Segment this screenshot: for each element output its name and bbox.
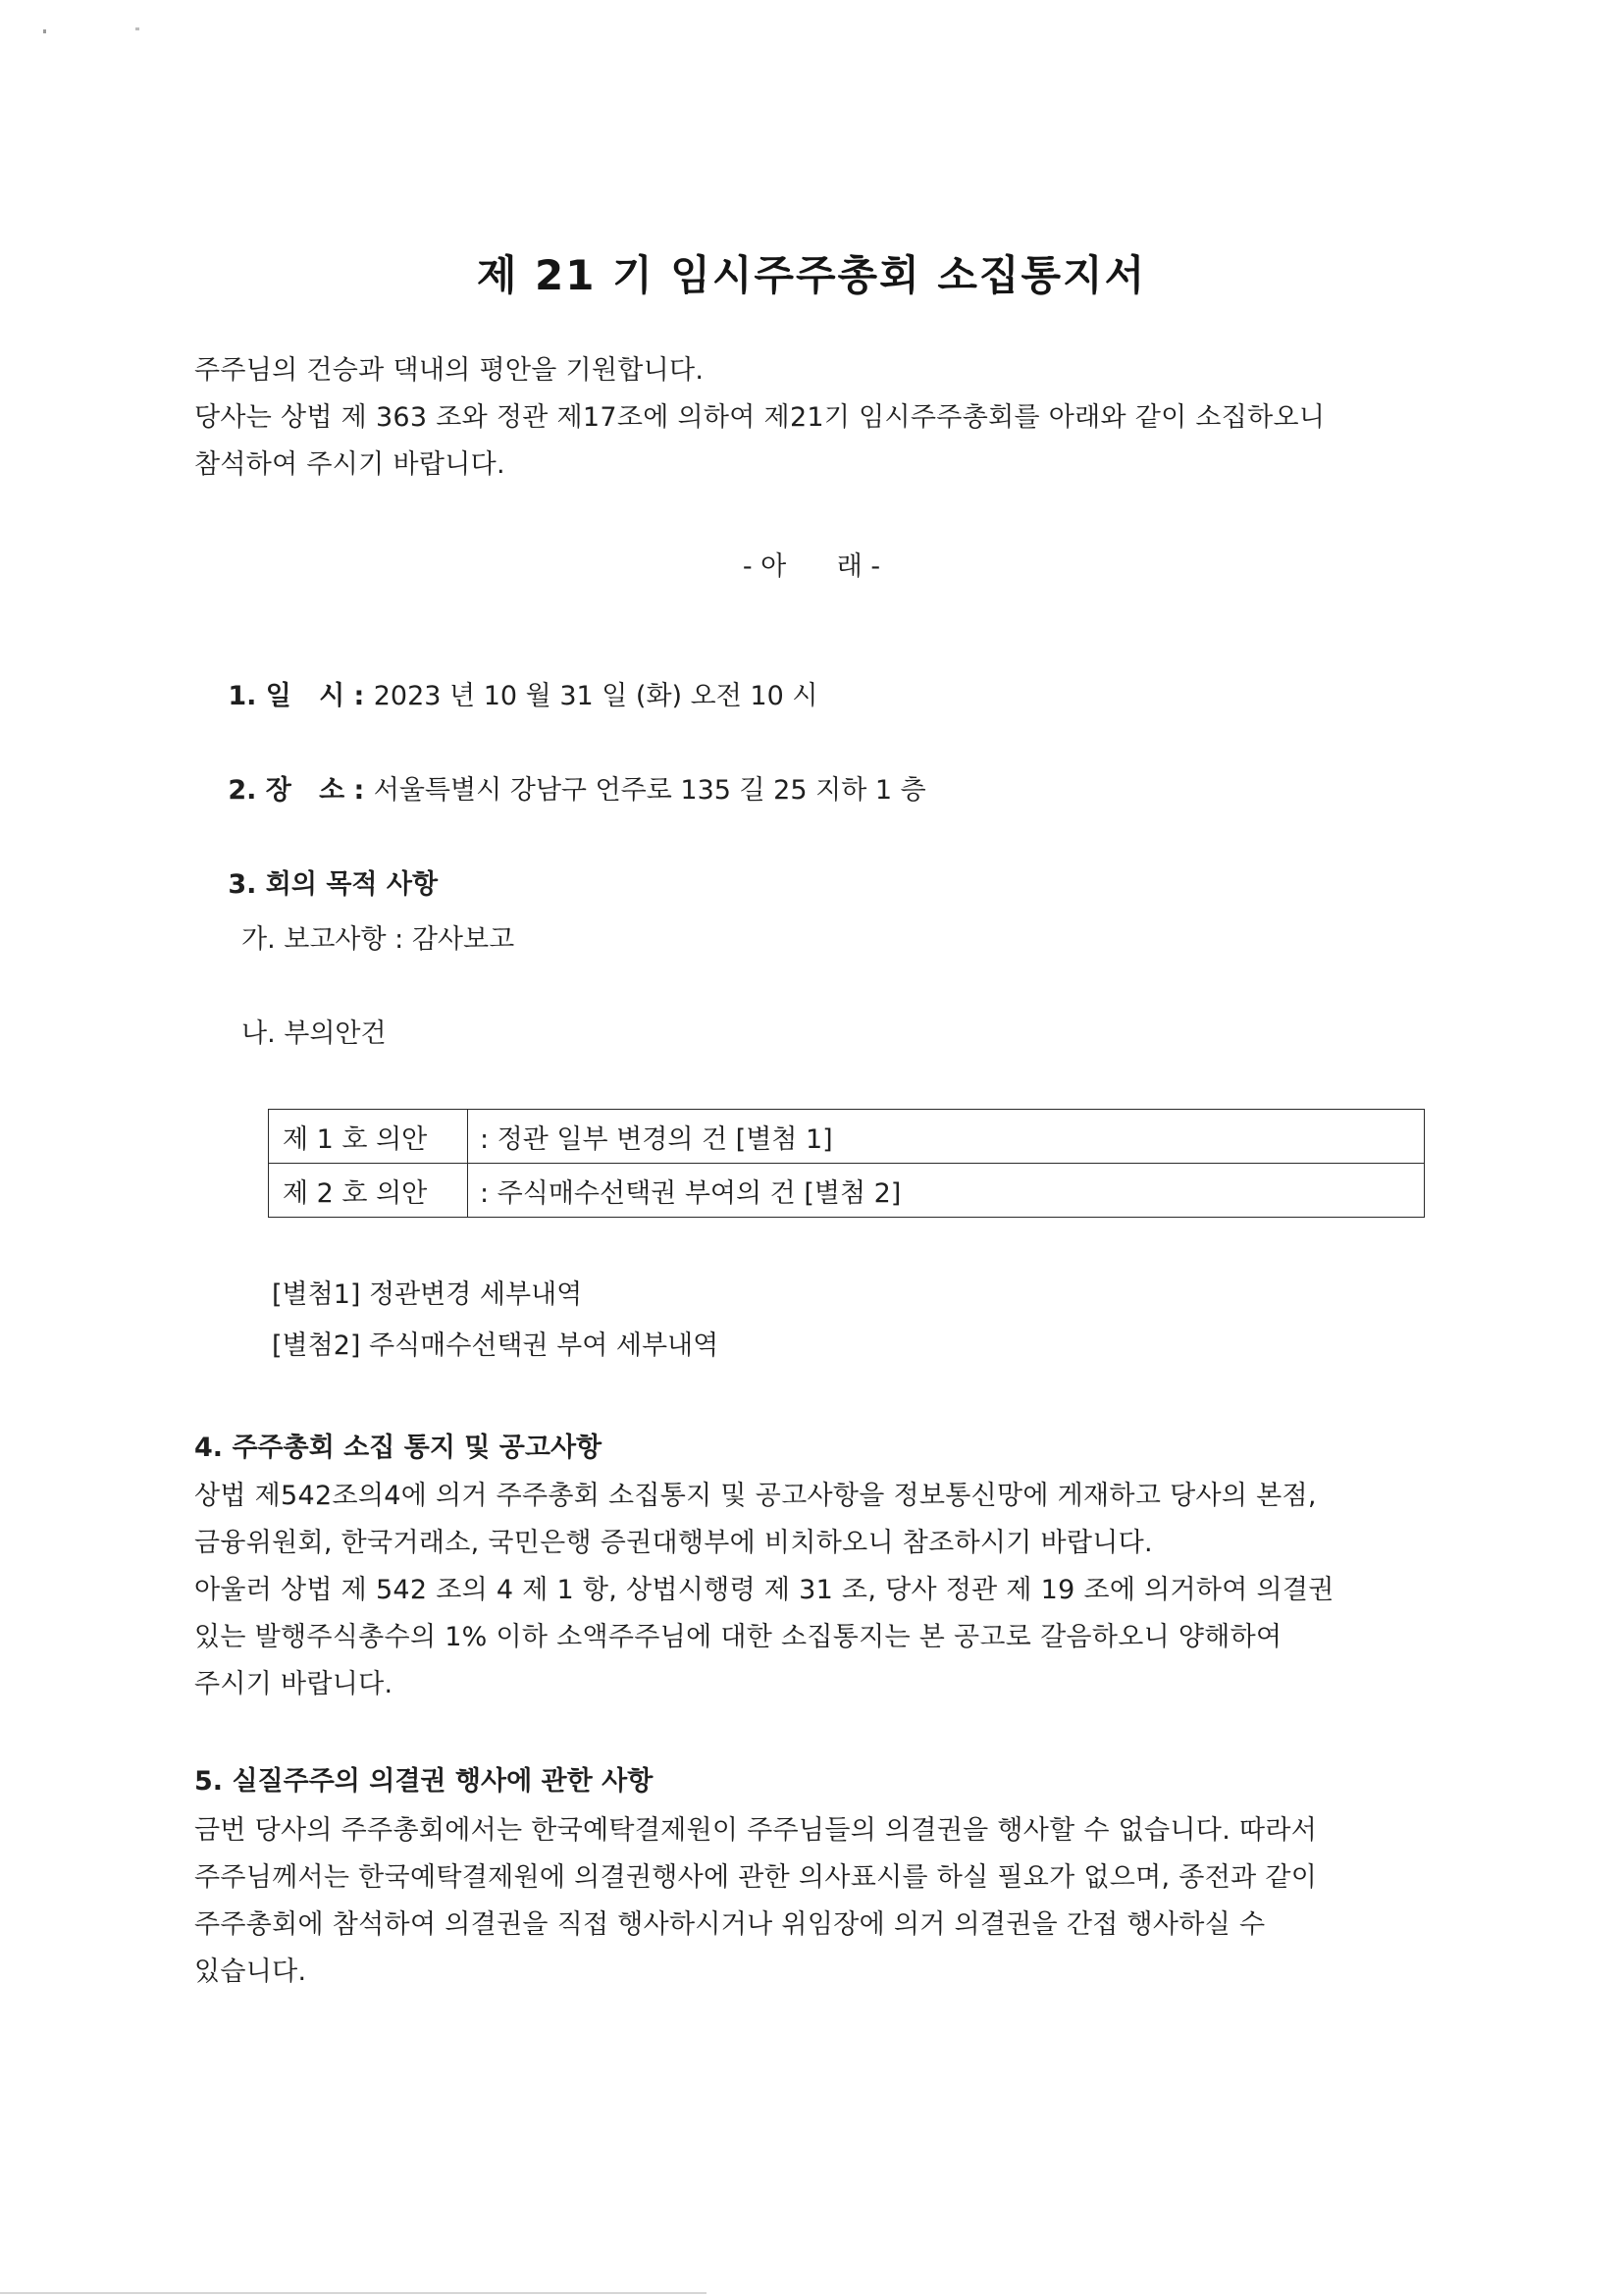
scan-artifact xyxy=(43,29,46,33)
greeting-line: 참석하여 주시기 바랍니다. xyxy=(194,449,505,480)
agenda-number: 제 1 호 의안 xyxy=(269,1110,468,1164)
agenda-title: : 주식매수선택권 부여의 건 [별첨 2] xyxy=(468,1164,1425,1218)
report-item: 가. 보고사항 : 감사보고 xyxy=(241,924,515,955)
place-label: 2. 장 소 : xyxy=(228,775,374,806)
place-value: 서울특별시 강남구 언주로 135 길 25 지하 1 층 xyxy=(373,775,926,806)
date-label: 1. 일 시 : xyxy=(228,681,374,711)
agenda-title: : 정관 일부 변경의 건 [별첨 1] xyxy=(468,1110,1425,1164)
section-5-body: 금번 당사의 주주총회에서는 한국예탁결제원이 주주님들의 의결권을 행사할 수 없습니다. 따라서 주주님께서는 한국예탁결제원에 의결권행사에 관한 의사표시를 하실 필요가 없으며, 종전과 같이 주주총회에 참석하여 의결권을 직접 행사하시거나 위임장에 의거 의결권을 간접 행사하실 수 있습니다. xyxy=(194,1815,1318,1987)
greeting-paragraph xyxy=(194,347,1427,489)
agenda-table xyxy=(268,1109,1425,1218)
scan-artifact xyxy=(135,27,139,30)
agenda-number: 제 2 호 의안 xyxy=(269,1164,468,1218)
date-value: 2023 년 10 월 31 일 (화) 오전 10 시 xyxy=(373,681,818,711)
section-4-body: 상법 제542조의4에 의거 주주총회 소집통지 및 공고사항을 정보통신망에 게재하고 당사의 본점, 금융위원회, 한국거래소, 국민은행 증권대행부에 비치하오니 참조하시기 바랍니다. 아울러 상법 제 542 조의 4 제 1 항, 상법시행령 제 31 조, 당사 정관 제 19 조에 의거하여 의결권 있는 발행주식총수의 1% 이하 소액주주님에 대한 소집통지는 본 공고로 갈음하오니 양해하여 주시기 바랍니다. xyxy=(194,1481,1335,1699)
attachment-note: [별첨2] 주식매수선택권 부여 세부내역 xyxy=(272,1331,719,1361)
greeting-line: 주주님의 건승과 댁내의 평안을 기원합니다. xyxy=(194,355,705,386)
attachment-note: [별첨1] 정관변경 세부내역 xyxy=(272,1279,583,1310)
section-4-heading: 4. 주주총회 소집 통지 및 공고사항 xyxy=(194,1433,602,1463)
table-row xyxy=(269,1110,1425,1164)
table-row xyxy=(269,1164,1425,1218)
purpose-heading: 3. 회의 목적 사항 xyxy=(228,869,439,900)
scan-artifact xyxy=(0,2292,707,2294)
resolution-heading: 나. 부의안건 xyxy=(241,1018,387,1049)
section-5-heading: 5. 실질주주의 의결권 행사에 관한 사항 xyxy=(194,1766,654,1797)
greeting-line: 당사는 상법 제 363 조와 정관 제17조에 의하여 제21기 임시주주총회를 아래와 같이 소집하오니 xyxy=(194,402,1326,433)
page-title: 제 21 기 임시주주총회 소집통지서 xyxy=(476,251,1147,299)
section-marker: - 아 래 - xyxy=(742,551,881,582)
